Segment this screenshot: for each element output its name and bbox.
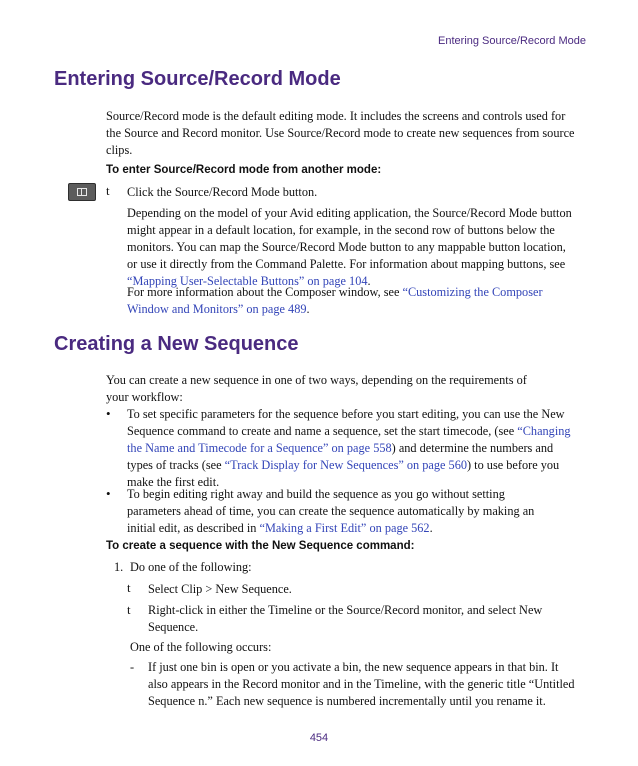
text-line: Sequence. xyxy=(148,620,199,634)
bullet-item-2 xyxy=(127,486,586,537)
sub-step-bullet-icon: t xyxy=(127,602,131,617)
sub-step-1: Select Clip > New Sequence. xyxy=(148,582,292,596)
section-title-source-record: Entering Source/Record Mode xyxy=(54,68,341,90)
text-line: Sequence n.” Each new sequence is numbered incrementally until you rename it. xyxy=(148,694,546,708)
text-line: You can create a new sequence in one of two ways, depending on the requirements of xyxy=(106,373,527,387)
link-track-display[interactable]: “Track Display for New Sequences” on page 560 xyxy=(224,458,467,472)
text-fragment: ) and determine the numbers and xyxy=(391,441,554,455)
text-fragment: For more information about the Composer window, see xyxy=(127,285,403,299)
text-fragment: . xyxy=(367,274,371,288)
result-text: One of the following occurs: xyxy=(130,640,272,654)
text-line: your workflow: xyxy=(106,390,183,404)
text-line: parameters ahead of time, you can create the sequence automatically by making an xyxy=(127,504,535,518)
text-line: To begin editing right away and build the sequence as you go without setting xyxy=(127,487,505,501)
text-line: Right-click in either the Timeline or the Source/Record monitor, and select New xyxy=(148,603,543,617)
text-fragment: initial edit, as described in xyxy=(127,521,260,535)
link-making-first-edit[interactable]: “Making a First Edit” on page 562 xyxy=(259,521,430,535)
bullet-item-1 xyxy=(127,406,586,491)
text-fragment: types of tracks (see xyxy=(127,458,225,472)
text-line xyxy=(127,457,586,474)
text-line xyxy=(127,284,586,301)
source-record-mode-button-icon xyxy=(68,183,96,201)
procedure-heading: To enter Source/Record mode from another mode: xyxy=(106,164,382,176)
step-text: Do one of the following: xyxy=(130,560,252,574)
text-line: or use it directly from the Command Palette. For information about mapping buttons, see xyxy=(127,257,566,271)
text-line: clips. xyxy=(106,143,133,157)
link-changing-name-timecode[interactable]: “Changing xyxy=(517,424,571,438)
step-text: Click the Source/Record Mode button. xyxy=(127,185,318,199)
text-line xyxy=(127,423,586,440)
step-bullet-icon: t xyxy=(106,183,110,198)
text-line: also appears in the Record monitor and in the Timeline, with the generic title “Untitled xyxy=(148,677,575,691)
text-fragment: . xyxy=(429,521,433,535)
bullet-icon: • xyxy=(106,486,111,501)
sub-step-2 xyxy=(148,602,586,636)
link-customizing-composer[interactable]: “Customizing the Composer xyxy=(402,285,543,299)
dash-item-1 xyxy=(148,659,586,710)
text-line: If just one bin is open or you activate a bin, the new sequence appears in that bin. It xyxy=(148,660,559,674)
text-line: might appear in a default location, for example, in the second row of buttons below the xyxy=(127,223,555,237)
text-fragment: . xyxy=(306,302,310,316)
section1-intro xyxy=(106,108,586,159)
text-fragment: Sequence command to create and name a sequence, set the start timecode, (see xyxy=(127,424,518,438)
section-title-new-sequence: Creating a New Sequence xyxy=(54,333,299,355)
page-number: 454 xyxy=(309,732,329,744)
running-header: Entering Source/Record Mode xyxy=(438,35,586,47)
step-detail xyxy=(127,205,586,290)
text-line xyxy=(127,301,586,318)
step-number: 1. xyxy=(114,560,124,574)
section2-intro xyxy=(106,372,586,406)
text-line: monitors. You can map the Source/Record Mode button to any mappable button location, xyxy=(127,240,566,254)
dash-icon: - xyxy=(130,660,135,674)
link-customizing-composer-cont[interactable]: Window and Monitors” on page 489 xyxy=(127,302,307,316)
link-mapping-buttons[interactable]: “Mapping User-Selectable Buttons” on page 104 xyxy=(127,274,368,288)
text-line xyxy=(127,440,586,457)
text-line: Source/Record mode is the default editing mode. It includes the screens and controls used for xyxy=(106,109,566,123)
text-line: the Source and Record monitor. Use Source/Record mode to create new sequences from source xyxy=(106,126,575,140)
bullet-icon: • xyxy=(106,406,111,421)
text-line: make the first edit. xyxy=(127,475,220,489)
text-line xyxy=(127,520,586,537)
text-fragment: ) to use before you xyxy=(467,458,560,472)
text-line: Depending on the model of your Avid editing application, the Source/Record Mode button xyxy=(127,206,572,220)
sub-step-bullet-icon: t xyxy=(127,580,131,595)
text-line: To set specific parameters for the sequence before you start editing, you can use the New xyxy=(127,407,565,421)
more-info xyxy=(127,284,586,318)
procedure-heading: To create a sequence with the New Sequence command: xyxy=(106,540,415,552)
link-changing-name-timecode-cont[interactable]: the Name and Timecode for a Sequence” on page 558 xyxy=(127,441,392,455)
